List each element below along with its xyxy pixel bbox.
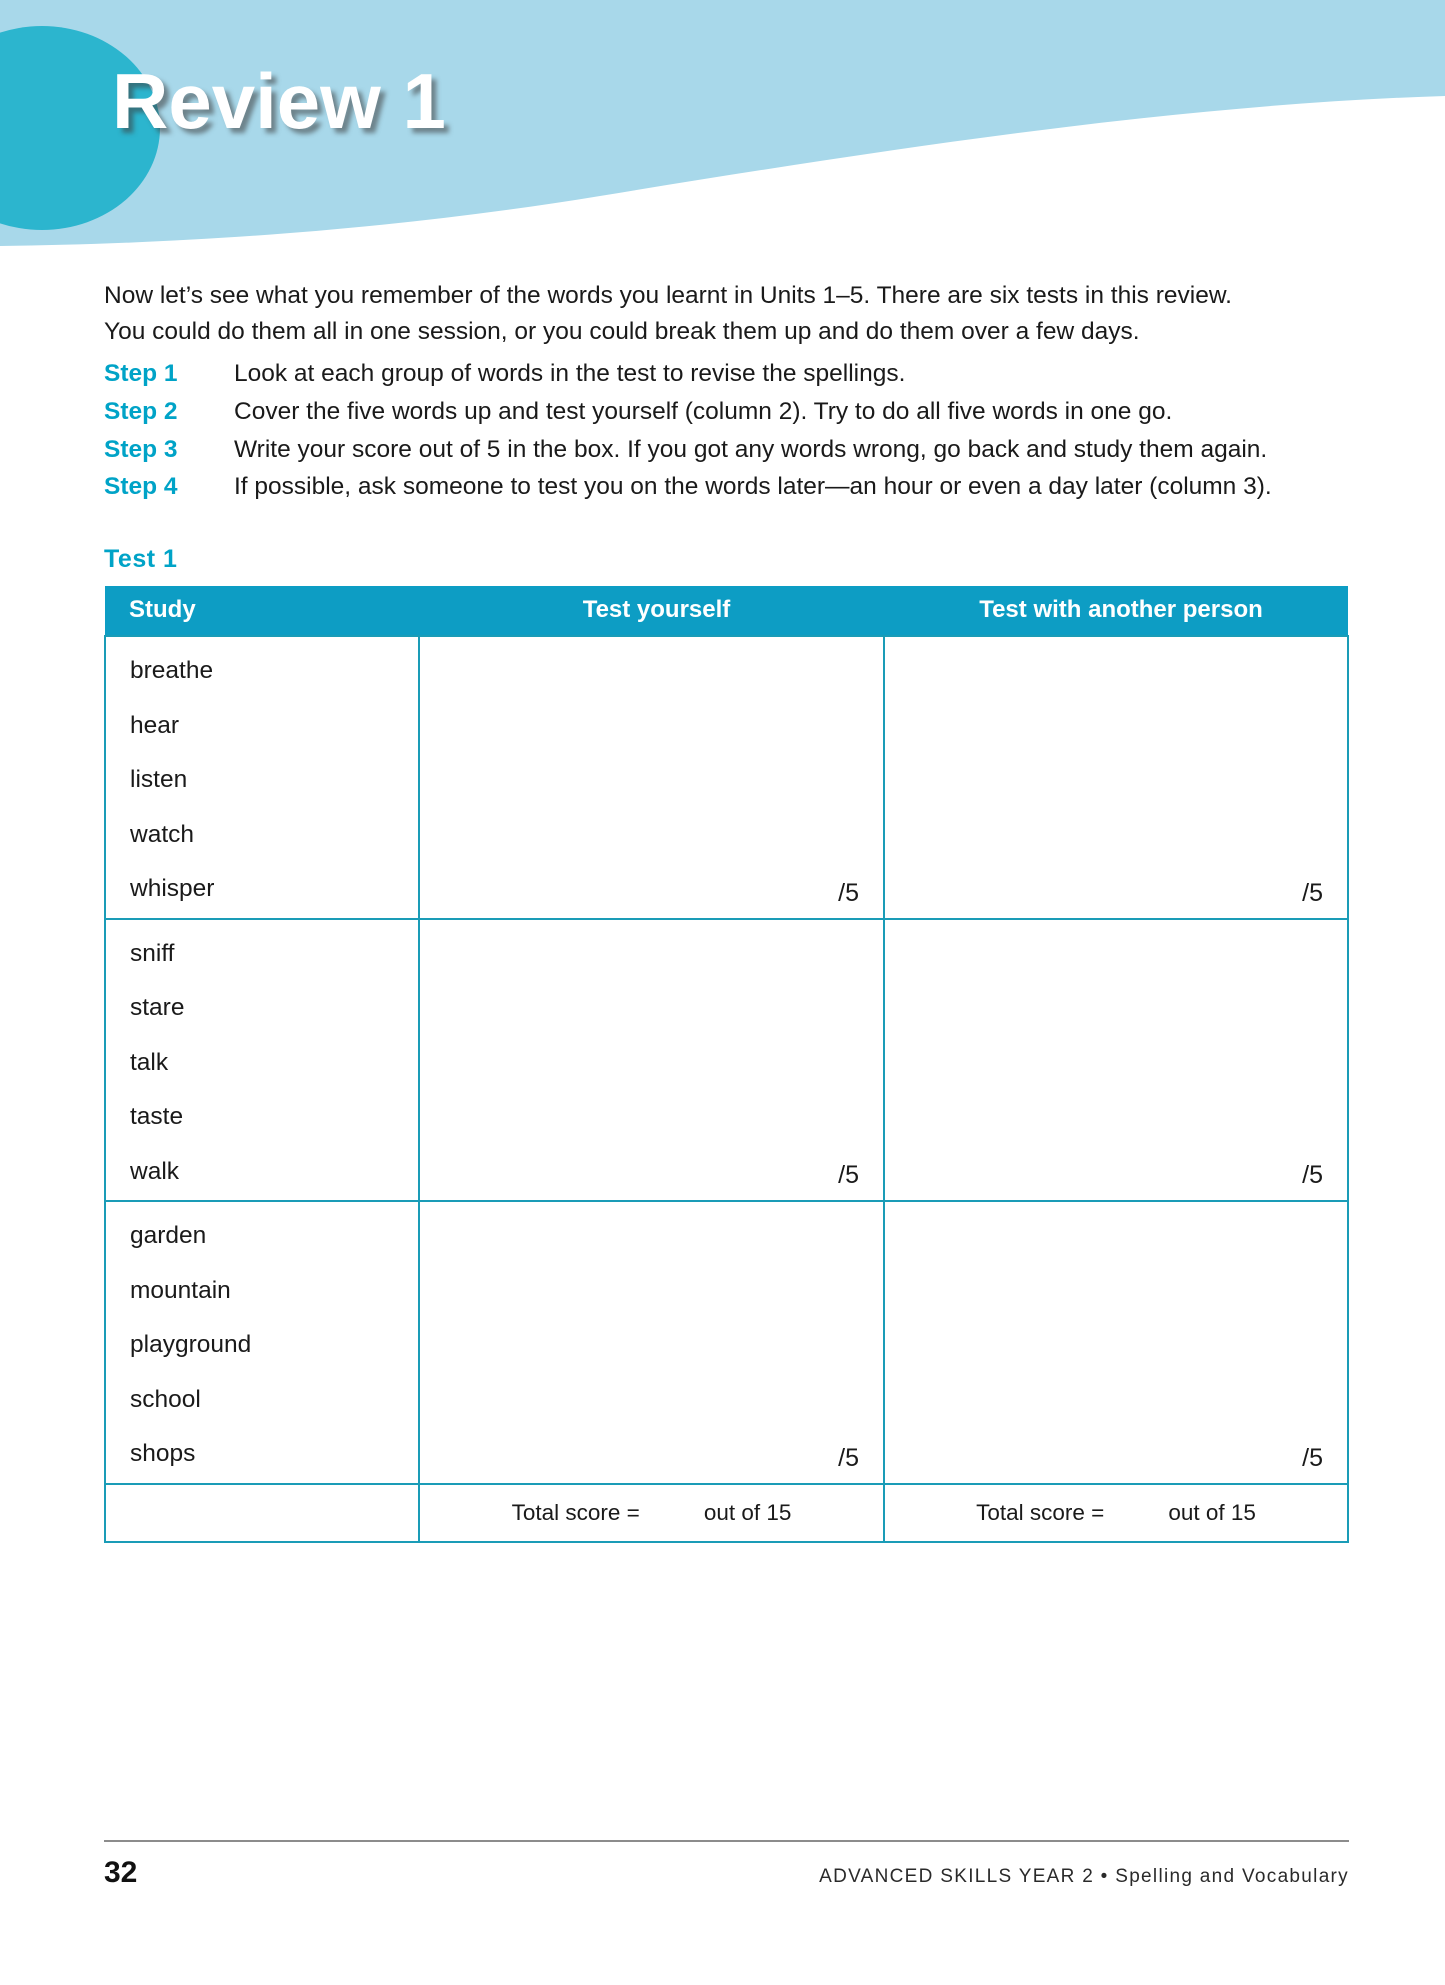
word-item: breathe xyxy=(130,657,214,685)
test-heading: Test 1 xyxy=(104,545,178,574)
word-item: playground xyxy=(130,1331,252,1359)
step-text-2: Cover the five words up and test yourself (column 2). Try to do all five words in one go. xyxy=(234,397,1173,425)
answer-box-other-2[interactable] xyxy=(884,919,1348,1202)
answer-box-other-3[interactable] xyxy=(884,1201,1348,1484)
step-text-3: Write your score out of 5 in the box. If you got any words wrong, go back and study them again. xyxy=(234,435,1268,463)
footer-line xyxy=(104,1856,1349,1890)
footer-credit: ADVANCED SKILLS YEAR 2 • Spelling and Vocabulary xyxy=(819,1866,1349,1887)
step-text-1: Look at each group of words in the test to revise the spellings. xyxy=(234,360,906,387)
score-marker: /5 xyxy=(838,1161,859,1190)
table-row xyxy=(105,1201,1348,1484)
answer-box-self-2[interactable] xyxy=(419,919,884,1202)
word-item: talk xyxy=(130,1048,169,1076)
step-label-4: Step 4 xyxy=(104,473,178,501)
word-item: shops xyxy=(130,1440,196,1468)
score-marker: /5 xyxy=(838,878,859,907)
step-label-1: Step 1 xyxy=(104,360,178,387)
step-item-3 xyxy=(104,432,1349,468)
intro-line-2: You could do them all in one session, or you could break them up and do them over a few days. xyxy=(104,318,1140,345)
word-item: taste xyxy=(130,1103,184,1131)
score-marker: /5 xyxy=(838,1443,859,1472)
page-header-banner xyxy=(0,0,1445,250)
word-item: hear xyxy=(130,711,180,739)
step-label-2: Step 2 xyxy=(104,397,178,425)
word-group-cell-2 xyxy=(105,919,419,1202)
word-item: watch xyxy=(130,820,195,848)
page-footer xyxy=(104,1840,1349,1890)
word-item: whisper xyxy=(130,875,215,903)
main-content xyxy=(104,278,1349,1543)
table-row xyxy=(105,636,1348,919)
total-empty-cell xyxy=(105,1484,419,1542)
page-number: 32 xyxy=(104,1856,138,1889)
score-marker: /5 xyxy=(1302,878,1323,907)
total-out-of-other: out of 15 xyxy=(1168,1499,1256,1525)
intro-paragraph xyxy=(104,278,1319,350)
total-out-of-self: out of 15 xyxy=(703,1499,792,1525)
score-marker: /5 xyxy=(1302,1161,1323,1190)
total-score-label-other: Total score = xyxy=(976,1499,1105,1525)
word-list-1 xyxy=(106,637,418,918)
spelling-test-table xyxy=(104,586,1349,1543)
step-item-4 xyxy=(104,469,1349,505)
table-header-row xyxy=(105,586,1348,636)
footer-divider xyxy=(104,1840,1349,1842)
word-item: listen xyxy=(130,766,188,794)
word-group-cell-1 xyxy=(105,636,419,919)
column-header-test-another: Test with another person xyxy=(884,586,1348,636)
table-row xyxy=(105,919,1348,1202)
word-item: walk xyxy=(130,1157,180,1185)
total-score-row xyxy=(105,1484,1348,1542)
score-marker: /5 xyxy=(1302,1443,1323,1472)
word-group-cell-3 xyxy=(105,1201,419,1484)
word-item: school xyxy=(130,1385,201,1413)
answer-box-self-1[interactable] xyxy=(419,636,884,919)
word-item: sniff xyxy=(130,939,175,967)
column-header-test-yourself: Test yourself xyxy=(419,586,884,636)
answer-box-other-1[interactable] xyxy=(884,636,1348,919)
page-title: Review 1 xyxy=(112,57,446,145)
word-item: garden xyxy=(130,1222,207,1250)
word-item: mountain xyxy=(130,1276,231,1304)
word-list-3 xyxy=(106,1202,418,1483)
step-item-2 xyxy=(104,394,1349,430)
total-self-cell[interactable] xyxy=(419,1484,884,1542)
answer-box-self-3[interactable] xyxy=(419,1201,884,1484)
word-list-2 xyxy=(106,920,418,1201)
steps-list xyxy=(104,356,1349,505)
total-score-label-self: Total score = xyxy=(511,1499,640,1525)
step-item-1 xyxy=(104,356,1349,392)
total-other-cell[interactable] xyxy=(884,1484,1348,1542)
intro-line-1: Now let’s see what you remember of the words you learnt in Units 1–5. There are six tests in this review. xyxy=(104,282,1232,309)
step-label-3: Step 3 xyxy=(104,435,178,463)
step-text-4: If possible, ask someone to test you on the words later—an hour or even a day later (column 3). xyxy=(234,473,1272,501)
word-item: stare xyxy=(130,994,185,1022)
column-header-study: Study xyxy=(105,586,419,636)
